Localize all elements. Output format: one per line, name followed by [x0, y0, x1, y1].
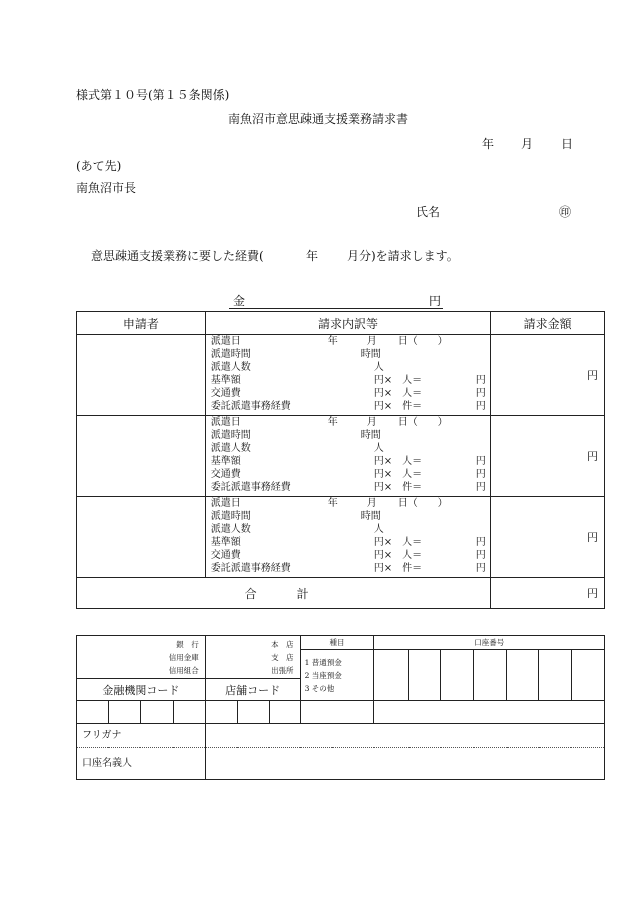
base-amount-label: 基準額 [210, 537, 241, 548]
amount-cell[interactable]: 円 [491, 416, 605, 497]
bank-code-digit[interactable] [77, 701, 109, 724]
transport-label: 交通費 [210, 550, 241, 561]
bank-code-label: 金融機関コード [77, 679, 206, 701]
dispatch-date-label: 派遣日 [210, 336, 241, 347]
branch-code-digit[interactable] [269, 701, 300, 724]
claim-row [77, 416, 605, 497]
admin-cost-label: 委託派遣事務経費 [210, 563, 291, 574]
total-amount-cell[interactable]: 円 [491, 578, 605, 609]
branch-code-label: 店舗コード [205, 679, 300, 701]
kind-label: 種目 [300, 636, 374, 650]
people-unit: 人 [373, 362, 384, 373]
bank-type-kumiai: 信用組合 [168, 666, 199, 675]
kind-option-other: 3 その他 [304, 683, 335, 693]
col-amount: 請求金額 [491, 312, 605, 335]
date-month-unit: 月 [366, 417, 377, 428]
admin-cost-label: 委託派遣事務経費 [210, 401, 291, 412]
bank-type-cell[interactable] [77, 636, 206, 679]
branch-type-head: 本 店 [271, 640, 294, 649]
request-sentence-year: 年 [306, 249, 319, 263]
col-breakdown: 請求内訳等 [205, 312, 490, 335]
form-title: 南魚沼市意思疎通支援業務請求書 [228, 112, 409, 126]
base-yen: 円 [475, 537, 486, 548]
date-year-unit: 年 [327, 336, 338, 347]
breakdown-block [211, 497, 490, 577]
time-unit: 時間 [360, 511, 381, 522]
kind-option-ordinary: 1 普通預金 [304, 657, 342, 667]
transport-label: 交通費 [210, 469, 241, 480]
addressee-prefix: (あて先) [76, 159, 122, 173]
branch-type-cell[interactable] [205, 636, 300, 679]
base-amount-label: 基準額 [210, 456, 241, 467]
branch-code-digit[interactable] [205, 701, 237, 724]
form-number: 様式第１０号(第１５条関係) [76, 88, 230, 102]
date-year-unit: 年 [327, 498, 338, 509]
bank-account-table [76, 635, 605, 780]
branch-type-office: 出張所 [271, 666, 294, 675]
furigana-input[interactable] [205, 724, 604, 748]
base-amount-label: 基準額 [210, 375, 241, 386]
admin-calc: 円× 件＝ [373, 401, 423, 412]
total-label: 合 計 [77, 578, 491, 609]
admin-calc: 円× 件＝ [373, 563, 423, 574]
amount-yen-label: 円 [429, 294, 442, 308]
breakdown-block [211, 335, 490, 415]
people-unit: 人 [373, 443, 384, 454]
account-holder-label: 口座名義人 [77, 748, 206, 780]
admin-cost-label: 委託派遣事務経費 [210, 482, 291, 493]
account-digit[interactable] [507, 650, 539, 701]
dispatch-date-label: 派遣日 [210, 498, 241, 509]
kind-option-current: 2 当座預金 [304, 670, 342, 680]
applicant-cell[interactable] [77, 335, 206, 416]
account-digit[interactable] [441, 650, 474, 701]
name-label: 氏名 [416, 205, 441, 219]
date-month-unit: 月 [366, 498, 377, 509]
dispatch-time-label: 派遣時間 [210, 511, 251, 522]
base-yen: 円 [475, 375, 486, 386]
claim-table [76, 311, 605, 609]
claim-row [77, 497, 605, 578]
transport-calc: 円× 人＝ [373, 550, 423, 561]
date-month-unit: 月 [366, 336, 377, 347]
date-day-label: 日 [561, 137, 574, 151]
kind-blank [300, 701, 374, 724]
account-digit[interactable] [539, 650, 572, 701]
account-digit[interactable] [374, 650, 409, 701]
date-month-label: 月 [521, 137, 534, 151]
dispatch-people-label: 派遣人数 [210, 362, 251, 373]
base-calc: 円× 人＝ [373, 456, 423, 467]
base-calc: 円× 人＝ [373, 537, 423, 548]
transport-label: 交通費 [210, 388, 241, 399]
base-yen: 円 [475, 456, 486, 467]
seal-mark: ㊞ [559, 205, 572, 219]
amount-cell[interactable]: 円 [491, 497, 605, 578]
bank-code-digit[interactable] [173, 701, 205, 724]
date-day-unit: 日（ ） [397, 498, 448, 509]
time-unit: 時間 [360, 349, 381, 360]
account-digit[interactable] [409, 650, 441, 701]
transport-calc: 円× 人＝ [373, 388, 423, 399]
time-unit: 時間 [360, 430, 381, 441]
date-year-unit: 年 [327, 417, 338, 428]
bank-type-bank: 銀 行 [176, 640, 199, 649]
dispatch-people-label: 派遣人数 [210, 524, 251, 535]
date-year-label: 年 [482, 137, 495, 151]
branch-type-branch: 支 店 [271, 653, 294, 662]
dispatch-time-label: 派遣時間 [210, 349, 251, 360]
admin-calc: 円× 件＝ [373, 482, 423, 493]
applicant-cell[interactable] [77, 416, 206, 497]
date-day-unit: 日（ ） [397, 336, 448, 347]
account-number-label: 口座番号 [374, 636, 605, 650]
col-applicant: 申請者 [77, 312, 206, 335]
request-sentence-prefix: 意思疎通支援業務に要した経費( [91, 249, 264, 263]
dispatch-people-label: 派遣人数 [210, 443, 251, 454]
total-row [77, 578, 605, 609]
admin-yen: 円 [475, 563, 486, 574]
breakdown-block [211, 416, 490, 496]
dispatch-time-label: 派遣時間 [210, 430, 251, 441]
admin-yen: 円 [475, 401, 486, 412]
account-holder-input[interactable] [205, 748, 604, 780]
date-day-unit: 日（ ） [397, 417, 448, 428]
amount-underline [229, 308, 443, 309]
transport-calc: 円× 人＝ [373, 469, 423, 480]
transport-yen: 円 [475, 469, 486, 480]
amount-kin-label: 金 [233, 294, 246, 308]
claim-row [77, 335, 605, 416]
transport-yen: 円 [475, 388, 486, 399]
branch-code-digit[interactable] [237, 701, 269, 724]
addressee: 南魚沼市長 [76, 181, 137, 195]
applicant-cell[interactable] [77, 497, 206, 578]
admin-yen: 円 [475, 482, 486, 493]
claim-table-header [77, 312, 605, 335]
request-sentence-suffix: 月分)を請求します。 [347, 249, 459, 263]
base-calc: 円× 人＝ [373, 375, 423, 386]
account-digit[interactable] [474, 650, 507, 701]
kind-options-cell[interactable] [300, 650, 374, 701]
transport-yen: 円 [475, 550, 486, 561]
amount-cell[interactable]: 円 [491, 335, 605, 416]
bank-code-digit[interactable] [140, 701, 173, 724]
bank-code-digit[interactable] [108, 701, 140, 724]
bank-type-shinkin: 信用金庫 [168, 653, 199, 662]
account-digit[interactable] [571, 650, 604, 701]
dispatch-date-label: 派遣日 [210, 417, 241, 428]
account-blank [374, 701, 605, 724]
furigana-label: フリガナ [77, 724, 206, 748]
people-unit: 人 [373, 524, 384, 535]
